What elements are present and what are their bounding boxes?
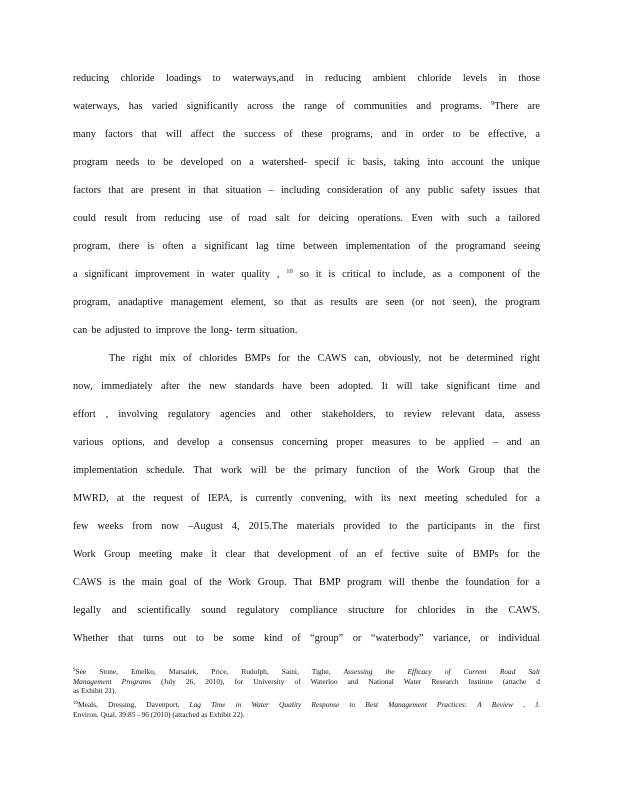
footnote-title: Assessing the Efficacy of Current Road Salt bbox=[343, 667, 540, 676]
footnote-9-line bbox=[73, 677, 540, 687]
body-text: There are bbox=[494, 101, 540, 112]
body-text: waterways, has varied significantly across the range of communities and programs. bbox=[73, 101, 482, 112]
body-line: Work Group meeting make it clear that development of an ef fective suite of BMPs for the bbox=[73, 549, 540, 560]
footnote-text: , J. bbox=[523, 700, 540, 709]
body-line: factors that are present in that situation – including consideration of any public safety issues that bbox=[73, 185, 540, 196]
footnote-9 bbox=[73, 667, 540, 677]
body-line: legally and scientifically sound regulatory compliance structure for chlorides in the CAWS. bbox=[73, 605, 540, 616]
footnote-text: Meals, Dressing, Davenport, bbox=[78, 700, 180, 709]
footnote-text: (July 26, 2010), for University of Waterloo and National Water Research Institute (attache d bbox=[161, 676, 541, 686]
body-line: few weeks from now –August 4, 2015.The materials provided to the participants in the first bbox=[73, 521, 540, 532]
body-line: reducing chloride loadings to waterways,and in reducing ambient chloride levels in those bbox=[73, 73, 540, 84]
body-line: could result from reducing use of road salt for deicing operations. Even with such a tailored bbox=[73, 213, 540, 224]
footnote-ref: 9 bbox=[490, 100, 495, 107]
footnote-number: 9 bbox=[73, 668, 76, 673]
footnote-9-line: as Exhibit 21). bbox=[73, 686, 117, 695]
body-line: many factors that will affect the success of these programs, and in order to be effective, a bbox=[73, 129, 540, 140]
footnote-title: Lag Time in Water Quality Response to Best Management Practices: A Review bbox=[189, 700, 514, 709]
body-line: The right mix of chlorides BMPs for the CAWS can, obviously, not be determined right bbox=[109, 353, 540, 364]
footnote-number: 10 bbox=[73, 701, 78, 706]
footnote-text: See Stone, Emelko, Marsalek, Price, Rudolph, Saini, Tighe, bbox=[75, 667, 331, 676]
body-line: various options, and develop a consensus concerning proper measures to be applied – and an bbox=[73, 437, 540, 448]
body-line: MWRD, at the request of IEPA, is currently convening, with its next meeting scheduled for a bbox=[73, 493, 540, 504]
body-line: effort , involving regulatory agencies and other stakeholders, to review relevant data, assess bbox=[73, 409, 540, 420]
body-line: Whether that turns out to be some kind of “group” or “waterbody” variance, or individual bbox=[73, 633, 540, 644]
body-line: now, immediately after the new standards have been adopted. It will take significant time and bbox=[73, 381, 540, 392]
body-line: program, anadaptive management element, so that as results are seen (or not seen), the program bbox=[73, 297, 540, 308]
body-line: program, there is often a significant lag time between implementation of the programand seeing bbox=[73, 241, 540, 252]
body-line: program needs to be developed on a watershed- specif ic basis, taking into account the unique bbox=[73, 157, 540, 168]
body-line: CAWS is the main goal of the Work Group. That BMP program will thenbe the foundation for a bbox=[73, 577, 540, 588]
body-text: so it is critical to include, as a component of the bbox=[299, 269, 540, 280]
body-line bbox=[73, 268, 540, 282]
footnote-ref: 10 bbox=[286, 268, 293, 275]
footnote-title: Management Programs bbox=[73, 676, 151, 686]
body-line: implementation schedule. That work will be the primary function of the Work Group that the bbox=[73, 465, 540, 476]
footnote-10-line: Environ. Qual. 39:85 - 96 (2010) (attached as Exhibit 22). bbox=[73, 709, 245, 719]
body-text: a significant improvement in water quality , bbox=[73, 269, 280, 280]
body-line bbox=[73, 100, 540, 114]
body-line: can be adjusted to improve the long- term situation. bbox=[73, 325, 298, 336]
footnote-10 bbox=[73, 700, 540, 710]
